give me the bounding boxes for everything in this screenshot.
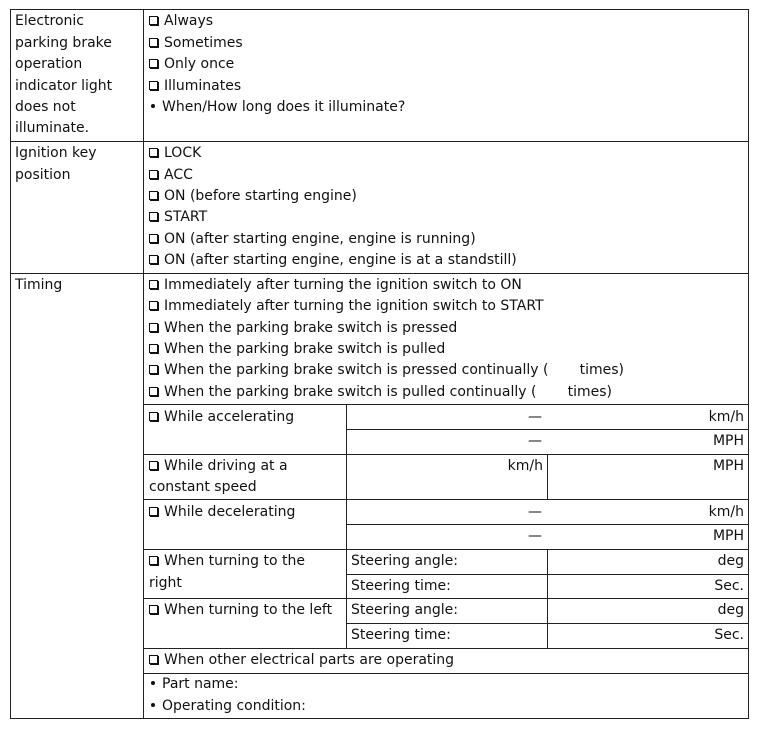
bullet-icon [151,104,155,108]
checkbox-brake-pressed-continually[interactable]: When the parking brake switch is pressed continually ( times) [149,360,624,381]
checkbox-acc[interactable]: ACC [149,165,193,186]
bullet-icon [151,681,155,685]
checkbox-illuminates[interactable]: Illuminates [149,76,241,97]
checkbox-icon [149,605,158,614]
checkbox-icon [149,365,158,374]
checkbox-icon [149,280,158,289]
turn-left-time-label: Steering time: [351,627,451,643]
checkbox-icon [149,59,158,68]
checkbox-icon [149,38,158,47]
decel-kmh-dash: — [528,504,542,520]
checkbox-on-engine-running[interactable]: ON (after starting engine, engine is running) [149,229,476,250]
checkbox-icon [149,655,158,664]
constant-kmh-unit: km/h [507,458,543,474]
checkbox-after-ign-on[interactable]: Immediately after turning the ignition switch to ON [149,275,522,296]
accel-kmh-unit: km/h [708,409,744,425]
checkbox-brake-pressed[interactable]: When the parking brake switch is pressed [149,318,457,339]
checkbox-icon [149,556,158,565]
checkbox-icon [149,344,158,353]
checkbox-icon [149,255,158,264]
turn-left-angle-unit: deg [717,602,744,618]
checkbox-constant-speed[interactable]: While driving at a [149,456,288,477]
checkbox-on-engine-standstill[interactable]: ON (after starting engine, engine is at a standstill) [149,250,517,271]
turn-right-time-unit: Sec. [714,578,744,594]
checkbox-icon [149,191,158,200]
bullet-icon [151,703,155,707]
checkbox-icon [149,323,158,332]
checkbox-always[interactable]: Always [149,11,213,32]
checkbox-icon [149,170,158,179]
checkbox-accelerating[interactable]: While accelerating [149,407,294,428]
decel-mph-unit: MPH [712,528,744,544]
checkbox-icon [149,387,158,396]
checkbox-icon [149,412,158,421]
checkbox-start[interactable]: START [149,207,207,228]
checkbox-decelerating[interactable]: While decelerating [149,502,295,523]
constant-speed-label-line2: constant speed [149,479,257,495]
checkbox-only-once[interactable]: Only once [149,54,234,75]
illuminate-question: When/How long does it illuminate? [149,97,405,118]
timing-label: Timing [15,277,63,293]
checkbox-other-electrical[interactable]: When other electrical parts are operating [149,650,454,671]
turn-left-angle-label: Steering angle: [351,602,459,618]
turn-right-angle-label: Steering angle: [351,553,459,569]
checkbox-sometimes[interactable]: Sometimes [149,33,243,54]
ignition-label-line1: Ignition key [15,145,97,161]
checkbox-icon [149,234,158,243]
checkbox-on-before-start[interactable]: ON (before starting engine) [149,186,357,207]
checkbox-turn-left[interactable]: When turning to the left [149,600,332,621]
decel-mph-dash: — [528,528,542,544]
part-name-field: Part name: [149,674,239,695]
checkbox-brake-pulled-continually[interactable]: When the parking brake switch is pulled continually ( times) [149,382,612,403]
turn-right-angle-unit: deg [717,553,744,569]
accel-mph-dash: — [528,433,542,449]
checkbox-after-ign-start[interactable]: Immediately after turning the ignition switch to START [149,296,544,317]
checkbox-icon [149,461,158,470]
turn-right-label-line2: right [149,575,182,591]
constant-mph-unit: MPH [712,458,744,474]
checkbox-turn-right[interactable]: When turning to the [149,551,305,572]
checkbox-icon [149,81,158,90]
ignition-label-line2: position [15,167,71,183]
checkbox-icon [149,301,158,310]
checkbox-icon [149,507,158,516]
checkbox-icon [149,16,158,25]
turn-left-time-unit: Sec. [714,627,744,643]
operating-condition-field: Operating condition: [149,696,306,717]
accel-kmh-dash: — [528,409,542,425]
decel-kmh-unit: km/h [708,504,744,520]
checkbox-icon [149,212,158,221]
turn-right-time-label: Steering time: [351,578,451,594]
checkbox-icon [149,148,158,157]
checkbox-lock[interactable]: LOCK [149,143,201,164]
checkbox-brake-pulled[interactable]: When the parking brake switch is pulled [149,339,445,360]
accel-mph-unit: MPH [712,433,744,449]
